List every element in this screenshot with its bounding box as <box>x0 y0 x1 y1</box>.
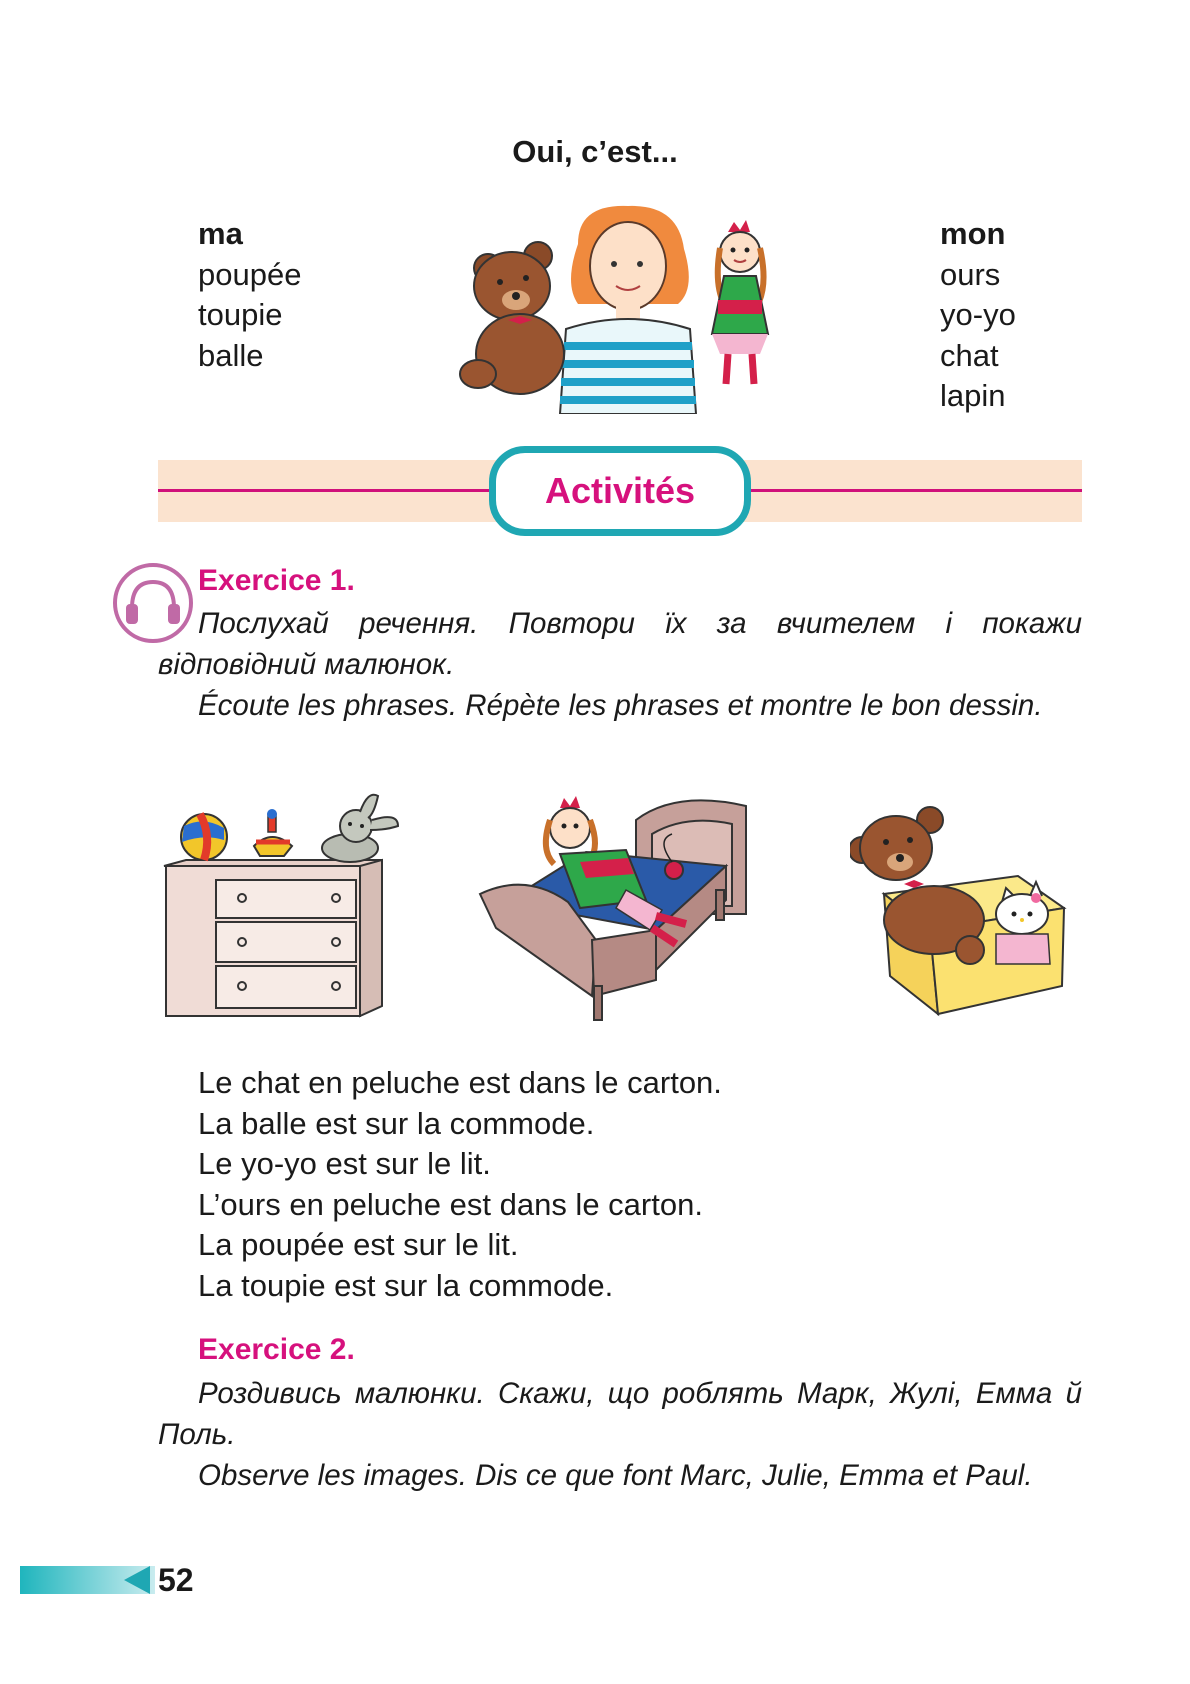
sentence: La balle est sur la commode. <box>198 1105 595 1141</box>
dresser-illustration <box>160 790 420 1025</box>
vocab-word: poupée <box>198 256 302 292</box>
section-label: Activités <box>544 470 696 511</box>
sentence: Le yo-yo est sur le lit. <box>198 1146 491 1181</box>
exercise1-sentences <box>198 1063 722 1306</box>
vocab-article-mon: mon <box>940 216 1006 251</box>
exercise2-title: Exercice 2. <box>198 1333 355 1366</box>
exercise1-instruction-uk: Послухай речення. Повтори їх за вчителем і покажи відповідний малюнок. <box>158 607 1082 681</box>
girl-with-toys-illustration <box>428 204 808 414</box>
vocab-word: toupie <box>198 297 283 332</box>
exercise2-instruction-uk: Роздивись малюнки. Скажи, що роблять Марк, Жулі, Емма й Поль. <box>158 1377 1082 1451</box>
vocab-feminine-list <box>198 214 301 376</box>
vocab-word: ours <box>940 256 1001 292</box>
vocab-word: chat <box>940 337 999 373</box>
box-illustration <box>850 790 1082 1025</box>
heading: Oui, c’est... <box>512 134 678 169</box>
page-arrow-icon <box>124 1566 150 1594</box>
vocab-word: balle <box>198 337 264 373</box>
sentence: La toupie est sur la commode. <box>198 1267 614 1303</box>
sentence: L’ours en peluche est dans le carton. <box>198 1186 703 1222</box>
vocab-word: yo-yo <box>940 297 1016 332</box>
sentence: Le chat en peluche est dans le carton. <box>198 1065 722 1100</box>
vocab-article-ma: ma <box>198 216 243 251</box>
bed-illustration <box>476 790 776 1030</box>
exercise1-instruction-fr: Écoute les phrases. Répète les phrases et montre le bon dessin. <box>198 689 1043 722</box>
activities-badge <box>489 446 751 536</box>
page-number: 52 <box>158 1562 194 1598</box>
vocab-masculine-list <box>940 214 1016 417</box>
exercise2-instruction-fr: Observe les images. Dis ce que font Marc, Julie, Emma et Paul. <box>198 1459 1033 1492</box>
sentence: La poupée est sur le lit. <box>198 1227 519 1262</box>
vocab-word: lapin <box>940 378 1006 413</box>
exercise1-title: Exercice 1. <box>198 564 355 597</box>
